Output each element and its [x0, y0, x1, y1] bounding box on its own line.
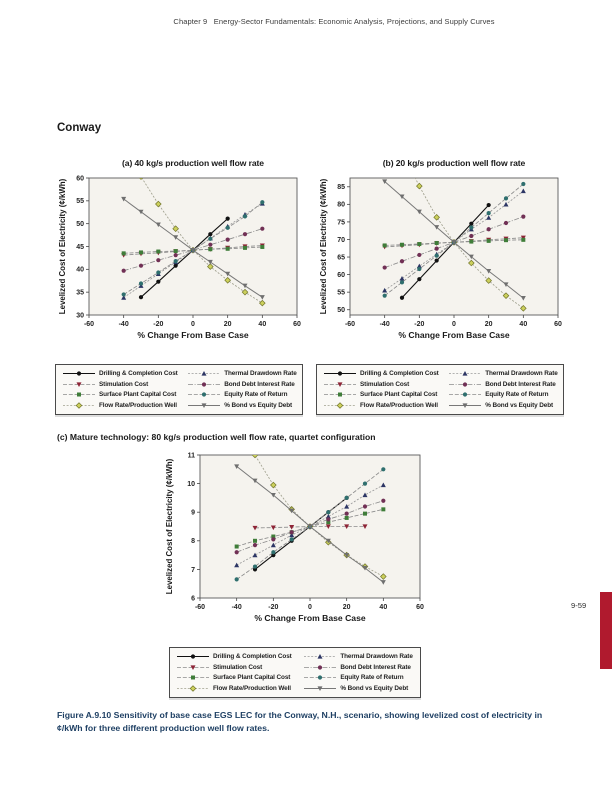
legend-item [62, 401, 187, 410]
svg-text:Levelized Cost of Electricity: Levelized Cost of Electricity (¢/kWh) [319, 178, 328, 315]
svg-text:70: 70 [337, 236, 345, 244]
svg-text:6: 6 [191, 595, 195, 603]
line-chart [316, 173, 564, 349]
svg-text:Levelized Cost of Electricity: Levelized Cost of Electricity (¢/kWh) [165, 458, 174, 595]
svg-text:55: 55 [337, 289, 345, 297]
chart-a-title: (a) 40 kg/s production well flow rate [122, 158, 264, 168]
surface-plant-capital-cost-marker-icon [62, 390, 96, 399]
legend-label: % Bond vs Equity Debt [224, 401, 293, 409]
legend-label: Thermal Drawdown Rate [340, 653, 413, 660]
legend-label: Stimulation Cost [360, 380, 410, 388]
legend-label: Bond Debt Interest Rate [340, 663, 411, 671]
flow-rate-production-well-marker-icon [176, 684, 210, 693]
svg-text:50: 50 [76, 221, 84, 229]
chart-c [162, 450, 428, 698]
legend-label: % Bond vs Equity Debt [485, 401, 554, 409]
equity-rate-of-return-marker-icon [448, 390, 482, 399]
legend-item [62, 369, 187, 378]
svg-text:60: 60 [416, 604, 424, 611]
stimulation-cost-marker-icon [176, 663, 210, 672]
svg-text:40: 40 [379, 604, 388, 611]
drilling-completion-cost-marker-icon [62, 369, 96, 378]
svg-text:75: 75 [337, 219, 345, 227]
svg-text:9: 9 [191, 509, 195, 517]
svg-text:40: 40 [519, 321, 528, 328]
equity-rate-of-return-marker-icon [187, 390, 221, 399]
thermal-drawdown-rate-marker-icon [448, 369, 482, 378]
svg-text:-60: -60 [194, 604, 206, 611]
svg-text:40: 40 [76, 266, 84, 274]
legend-label: Equity Rate of Return [485, 391, 549, 398]
svg-text:% Change From Base Case: % Change From Base Case [137, 330, 249, 340]
svg-text:-20: -20 [153, 321, 164, 328]
legend-item [303, 673, 417, 682]
legend-label: % Bond vs Equity Debt [340, 684, 409, 692]
legend-label: Flow Rate/Production Well [360, 401, 438, 409]
thermal-drawdown-rate-marker-icon [187, 369, 221, 378]
svg-text:30: 30 [76, 312, 84, 320]
svg-text:60: 60 [293, 321, 301, 328]
legend-item [187, 390, 299, 399]
chart-a [55, 158, 305, 415]
svg-text:7: 7 [191, 566, 195, 574]
flow-rate-production-well-marker-icon [323, 401, 357, 410]
svg-text:-40: -40 [118, 321, 129, 328]
page-header: Chapter 9 Energy-Sector Fundamentals: Economic Analysis, Projections, and Supply Curves [173, 17, 495, 26]
legend-label: Surface Plant Capital Cost [99, 391, 177, 398]
legend-item [187, 380, 299, 389]
svg-text:8: 8 [191, 538, 195, 546]
svg-text:-60: -60 [344, 321, 356, 328]
bond-debt-interest-rate-marker-icon [303, 663, 337, 672]
svg-text:0: 0 [452, 321, 456, 328]
line-chart [162, 450, 428, 632]
page-edge-tab [600, 592, 612, 669]
legend-label: Equity Rate of Return [224, 391, 288, 398]
page-number: 9-59 [571, 601, 587, 610]
svg-text:-60: -60 [83, 321, 95, 328]
drilling-completion-cost-marker-icon [323, 369, 357, 378]
legend-label: Bond Debt Interest Rate [485, 380, 556, 388]
legend-label: Flow Rate/Production Well [99, 401, 177, 409]
svg-text:% Change From Base Case: % Change From Base Case [254, 613, 366, 623]
legend-item [448, 369, 560, 378]
legend-item [323, 390, 448, 399]
figure-caption: Figure A.9.10 Sensitivity of base case EGS LEC for the Conway, N.H., scenario, showing levelized cost of electricity in ¢/kWh for three different production well flow rates. [57, 710, 543, 733]
legend-item [448, 390, 560, 399]
section-title: Conway [57, 122, 102, 134]
chart-b [316, 158, 566, 415]
svg-text:% Change From Base Case: % Change From Base Case [398, 330, 510, 340]
svg-text:60: 60 [337, 272, 345, 280]
line-chart [55, 173, 303, 349]
svg-text:0: 0 [308, 604, 312, 611]
legend-item [176, 663, 303, 672]
flow-rate-production-well-marker-icon [62, 401, 96, 410]
legend-item [303, 684, 417, 693]
legend-item [187, 369, 299, 378]
svg-text:55: 55 [76, 198, 84, 206]
svg-text:Levelized Cost of Electricity: Levelized Cost of Electricity (¢/kWh) [58, 178, 67, 315]
svg-text:80: 80 [337, 201, 345, 209]
svg-text:10: 10 [187, 481, 195, 488]
svg-text:20: 20 [342, 604, 351, 611]
surface-plant-capital-cost-marker-icon [323, 390, 357, 399]
chart-a-legend [55, 364, 303, 415]
legend-label: Stimulation Cost [99, 380, 149, 388]
chart-b-legend [316, 364, 564, 415]
svg-text:65: 65 [337, 254, 345, 262]
bond-debt-interest-rate-marker-icon [448, 380, 482, 389]
legend-item [62, 390, 187, 399]
legend-item [448, 380, 560, 389]
legend-label: Stimulation Cost [213, 663, 263, 671]
legend-item [323, 369, 448, 378]
chart-b-canvas [316, 173, 566, 354]
svg-text:20: 20 [484, 321, 493, 328]
legend-item [176, 684, 303, 693]
legend-label: Surface Plant Capital Cost [360, 391, 438, 398]
svg-text:35: 35 [76, 289, 84, 297]
stimulation-cost-marker-icon [62, 380, 96, 389]
legend-label: Thermal Drawdown Rate [485, 370, 558, 377]
bond-debt-interest-rate-marker-icon [187, 380, 221, 389]
legend-label: Drilling & Completion Cost [360, 370, 439, 377]
stimulation-cost-marker-icon [323, 380, 357, 389]
svg-text:20: 20 [223, 321, 232, 328]
svg-text:-40: -40 [231, 604, 242, 611]
chart-a-canvas [55, 173, 305, 354]
svg-text:-40: -40 [379, 321, 390, 328]
drilling-completion-cost-marker-icon [176, 652, 210, 661]
svg-text:11: 11 [187, 452, 195, 460]
legend-item [62, 380, 187, 389]
svg-text:0: 0 [191, 321, 195, 328]
legend-item [176, 652, 303, 661]
legend-item [303, 663, 417, 672]
legend-item [448, 401, 560, 410]
legend-item [187, 401, 299, 410]
chart-b-title: (b) 20 kg/s production well flow rate [382, 158, 526, 168]
thermal-drawdown-rate-marker-icon [303, 652, 337, 661]
svg-text:85: 85 [337, 184, 345, 192]
svg-text:50: 50 [337, 307, 345, 315]
legend-label: Drilling & Completion Cost [213, 653, 292, 660]
equity-rate-of-return-marker-icon [303, 673, 337, 682]
svg-text:-20: -20 [414, 321, 425, 328]
svg-text:60: 60 [554, 321, 562, 328]
legend-label: Flow Rate/Production Well [213, 684, 291, 692]
legend-label: Surface Plant Capital Cost [213, 674, 291, 681]
svg-text:-20: -20 [268, 604, 279, 611]
-bond-vs-equity-debt-marker-icon [303, 684, 337, 693]
legend-item [176, 673, 303, 682]
legend-label: Drilling & Completion Cost [99, 370, 178, 377]
legend-item [323, 401, 448, 410]
legend-label: Thermal Drawdown Rate [224, 370, 297, 377]
legend-label: Equity Rate of Return [340, 674, 404, 681]
surface-plant-capital-cost-marker-icon [176, 673, 210, 682]
chart-c-legend [169, 647, 421, 698]
chart-c-canvas [162, 450, 428, 637]
svg-text:60: 60 [76, 175, 84, 183]
legend-item [303, 652, 417, 661]
svg-text:45: 45 [76, 243, 84, 251]
-bond-vs-equity-debt-marker-icon [187, 401, 221, 410]
svg-text:40: 40 [258, 321, 267, 328]
chart-c-title: (c) Mature technology: 80 kg/s production well flow rate, quartet configuration [57, 432, 376, 442]
legend-label: Bond Debt Interest Rate [224, 380, 295, 388]
-bond-vs-equity-debt-marker-icon [448, 401, 482, 410]
legend-item [323, 380, 448, 389]
